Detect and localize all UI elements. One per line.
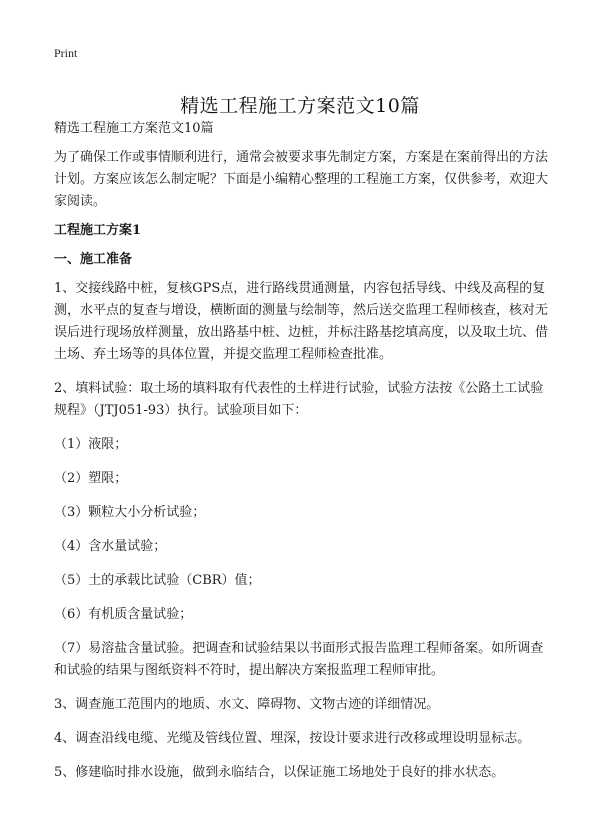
- test-item-5: （5）土的承载比试验（CBR）值；: [54, 573, 261, 588]
- paragraph-3: 3、调查施工范围内的地质、水文、障碍物、文物古迹的详细情况。: [54, 697, 440, 712]
- test-item-1: （1）液限；: [54, 437, 128, 452]
- print-link[interactable]: Print: [54, 46, 78, 60]
- paragraph-4: 4、调查沿线电缆、光缆及管线位置、埋深，按设计要求进行改移或埋设明显标志。: [54, 731, 531, 746]
- test-item-3: （3）颗粒大小分析试验；: [54, 505, 206, 520]
- paragraph-1: 1、交接线路中桩，复核GPS点，进行路线贯通测量，内容包括导线、中线及高程的复测，水平点的复查与增设，横断面的测量与绘制等，然后送交监理工程师核查，核对无误后进行现场放样测量，放出路基中桩、边桩，并标注路基挖填高度，以及取土坑、借土场、弃土场等的具体位置，并提交监理工程师检查批准。: [54, 281, 549, 362]
- document-title: 精选工程施工方案范文10篇: [180, 94, 420, 117]
- paragraph-2: 2、填料试验：取土场的填料取有代表性的土样进行试验，试验方法按《公路土工试验规程》（JTJ051-93）执行。试验项目如下：: [54, 381, 544, 418]
- intro-paragraph: 为了确保工作或事情顺利进行，通常会被要求事先制定方案，方案是在案前得出的方法计划。方案应该怎么制定呢？下面是小编精心整理的工程施工方案，仅供参考，欢迎大家阅读。: [54, 150, 549, 209]
- test-item-4: （4）含水量试验；: [54, 539, 167, 554]
- subsection-heading: 一、施工准备: [54, 252, 133, 267]
- test-item-2: （2）塑限；: [54, 471, 128, 486]
- document-body: [54, 118, 550, 796]
- test-item-6: （6）有机质含量试验；: [54, 607, 193, 622]
- document-subtitle: 精选工程施工方案范文10篇: [54, 121, 214, 136]
- section-heading: 工程施工方案1: [54, 223, 142, 238]
- paragraph-5: 5、修建临时排水设施，做到永临结合，以保证施工场地处于良好的排水状态。: [54, 765, 505, 780]
- test-item-7: （7）易溶盐含量试验。把调查和试验结果以书面形式报告监理工程师备案。如所调查和试验的结果与图纸资料不符时，提出解决方案报监理工程师审批。: [54, 641, 544, 678]
